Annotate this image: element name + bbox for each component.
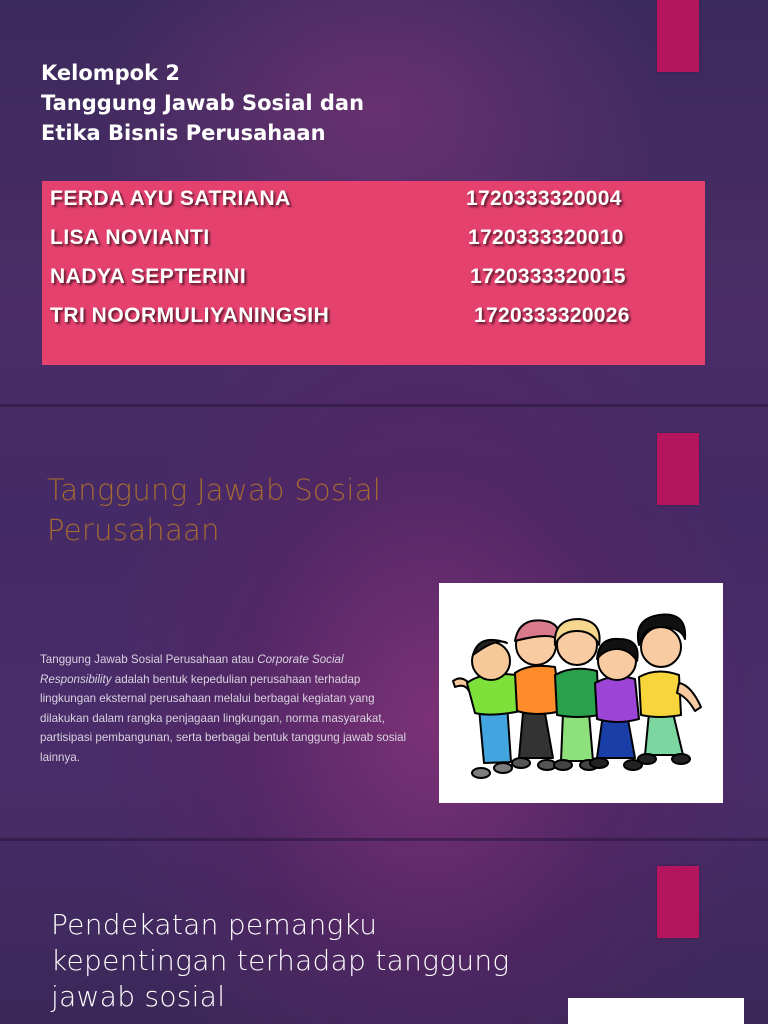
accent-bar [657,433,699,505]
member-name: TRI NOORMULIYANINGSIH [50,304,330,327]
slide-divider [0,404,768,407]
child-figure [554,619,600,770]
child-figure [453,640,521,778]
child-figure [590,639,642,770]
title-line: Perusahaan [47,513,220,547]
member-row [50,265,700,301]
title-line-group: Kelompok 2 [41,61,181,85]
title-line: kepentingan terhadap tanggung [51,944,510,977]
member-name: FERDA AYU SATRIANA [50,187,291,210]
title-line-topic: Tanggung Jawab Sosial dan [41,91,365,115]
child-figure [638,615,701,765]
group-of-children-cartoon-icon [439,583,723,803]
member-id: 1720333320015 [470,265,626,288]
slide-1-title [41,58,364,148]
accent-bar [657,866,699,938]
member-table [42,181,705,365]
member-id: 1720333320004 [466,187,622,210]
slide-2-title [47,470,381,550]
member-id: 1720333320010 [468,226,624,249]
body-italic-term: Corporate Social Responsibility [40,653,344,686]
body-text: Tanggung Jawab Sosial Perusahaan atau [40,653,258,666]
member-name: LISA NOVIANTI [50,226,210,249]
member-row [50,226,700,262]
slide-divider [0,838,768,841]
member-id: 1720333320026 [474,304,630,327]
csr-description [40,650,415,767]
title-line: jawab sosial [51,980,226,1013]
title-line-subtopic: Etika Bisnis Perusahaan [41,121,326,145]
member-name: NADYA SEPTERINI [50,265,247,288]
children-illustration [439,583,723,803]
body-text: adalah bentuk kepedulian perusahaan terhadap lingkungan eksternal perusahaan melalui berbagai kegiatan yang dilakukan dalam rangka penjagaan lingkungan, norma masyarakat, partisipasi pembangunan, serta berbagai bentuk tanggung jawab sosial lainnya. [40,672,407,764]
member-row [50,304,700,340]
slide-3-title [51,907,510,1015]
title-line: Tanggung Jawab Sosial [47,473,382,507]
accent-bar [657,0,699,72]
image-placeholder [568,998,744,1024]
member-row [50,187,700,223]
child-figure [512,620,561,770]
title-line: Pendekatan pemangku [51,908,378,941]
